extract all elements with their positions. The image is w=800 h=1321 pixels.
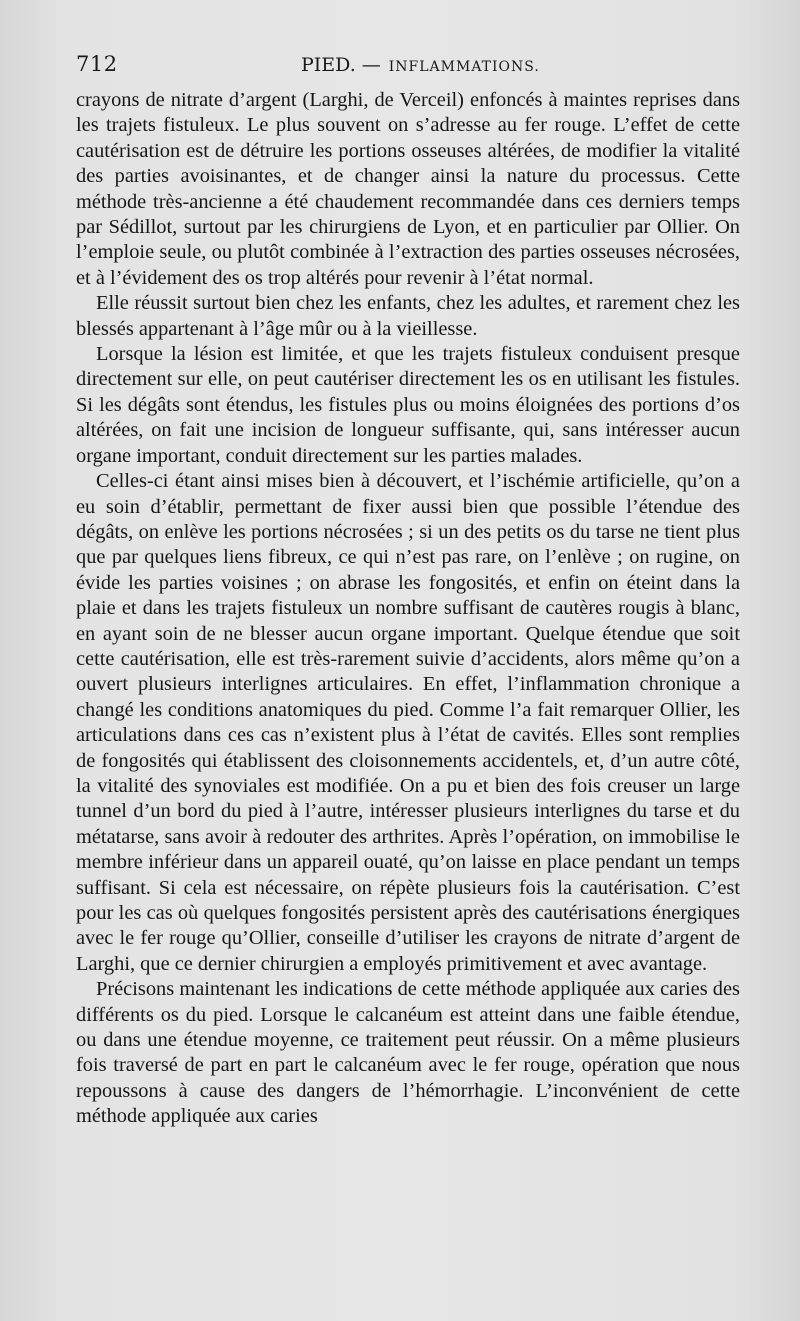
page-number: 712 bbox=[76, 52, 118, 76]
page-header bbox=[76, 52, 740, 82]
running-title-section: INFLAMMATIONS. bbox=[388, 59, 540, 75]
running-title-main: PIED. bbox=[301, 54, 356, 76]
running-title-separator: — bbox=[361, 54, 381, 76]
paragraph: Elle réussit surtout bien chez les enfants, chez les adultes, et rarement chez les blessés appartenant à l’âge mûr ou à la vieillesse. bbox=[76, 292, 740, 340]
paragraph: crayons de nitrate d’argent (Larghi, de Verceil) enfoncés à maintes reprises dans les trajets fistuleux. Le plus souvent on s’adresse au fer rouge. L’effet de cette cautérisation est de détruire les portions osseuses altérées, de modifier la vitalité des parties avoisinantes, et de changer ainsi la nature du processus. Cette méthode très-ancienne a été chaudement recommandée dans ces derniers temps par Sédillot, surtout par les chirurgiens de Lyon, et en particulier par Ollier. On l’emploie seule, ou plutôt combinée à l’extraction des parties osseuses nécrosées, et à l’évidement des os trop altérés pour revenir à l’état normal. bbox=[76, 89, 740, 289]
running-title bbox=[301, 54, 540, 76]
paragraph: Précisons maintenant les indications de cette méthode appliquée aux caries des différents os du pied. Lorsque le calcanéum est atteint dans une faible étendue, ou dans une étendue moyenne, ce traitement peut réussir. On a même plusieurs fois traversé de part en part le calcanéum avec le fer rouge, opération que nous repoussons à cause des dangers de l’hémorrhagie. L’inconvénient de cette méthode appliquée aux caries bbox=[76, 978, 740, 1128]
body-text bbox=[76, 88, 740, 1130]
paragraph: Celles-ci étant ainsi mises bien à découvert, et l’ischémie artificielle, qu’on a eu soin d’établir, permettant de fixer aussi bien que possible l’étendue des dégâts, on enlève les portions nécrosées ; si un des petits os du tarse ne tient plus que par quelques liens fibreux, ce qui n’est pas rare, on l’enlève ; on rugine, on évide les parties voisines ; on abrase les fongosités, et enfin on éteint dans la plaie et dans les trajets fistuleux un nombre suffisant de cautères rougis à blanc, en ayant soin de ne blesser aucun organe important. Quelque étendue que soit cette cautérisation, elle est très-rarement suivie d’accidents, alors même qu’on a ouvert plusieurs interlignes articulaires. En effet, l’inflammation chronique a changé les conditions anatomiques du pied. Comme l’a fait remarquer Ollier, les articulations dans ces cas n’existent plus à l’état de cavités. Elles sont remplies de fongosités qui établissent des cloisonnements accidentels, et, d’un autre côté, la vitalité des synoviales est modifiée. On a pu et bien des fois creuser un large tunnel d’un bord du pied à l’autre, intéresser plusieurs interlignes du tarse et du métatarse, sans avoir à redouter des arthrites. Après l’opération, on immobilise le membre inférieur dans un appareil ouaté, qu’on laisse en place pendant un temps suffisant. Si cela est nécessaire, on répète plusieurs fois la cautérisation. C’est pour les cas où quelques fongosités persistent après des cautérisations énergiques avec le fer rouge qu’Ollier, conseille d’utiliser les crayons de nitrate d’argent de Larghi, que ce dernier chirurgien a employés primitivement et avec avantage. bbox=[76, 470, 740, 975]
paragraph: Lorsque la lésion est limitée, et que les trajets fistuleux conduisent presque directement sur elle, on peut cautériser directement les os en utilisant les fistules. Si les dégâts sont étendus, les fistules plus ou moins éloignées des portions d’os altérées, on fait une incision de longueur suffisante, qui, sans intéresser aucun organe important, conduit directement sur les parties malades. bbox=[76, 343, 740, 467]
